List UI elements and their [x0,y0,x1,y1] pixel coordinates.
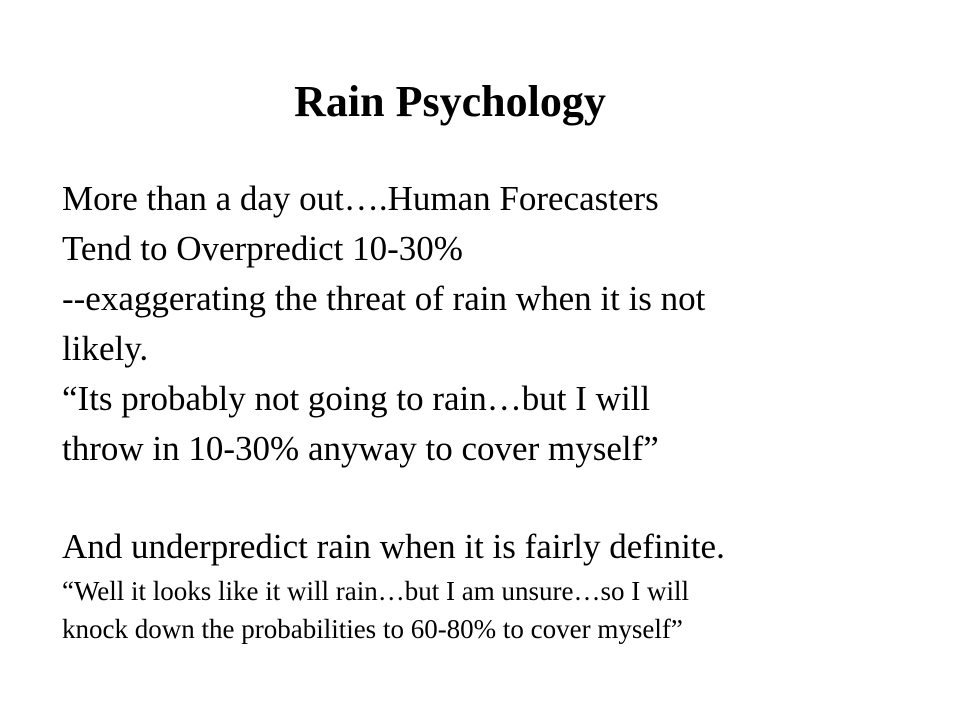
slide-body [62,174,942,648]
quote-line-2: knock down the probabilities to 60-80% to cover myself” [62,614,683,644]
body-line-1: More than a day out….Human Forecasters [62,179,659,218]
quote-line-1: “Well it looks like it will rain…but I am unsure…so I will [62,576,689,606]
body-line-5: “Its probably not going to rain…but I will [62,379,651,418]
paragraph-gap [62,474,942,522]
body-line-4: likely. [62,329,149,368]
underpredict-heading: And underpredict rain when it is fairly definite. [62,527,725,566]
body-line-6: throw in 10-30% anyway to cover myself” [62,429,659,468]
body-line-3: --exaggerating the threat of rain when it is not [62,279,706,318]
slide-title: Rain Psychology [294,77,606,126]
body-line-2: Tend to Overpredict 10-30% [62,229,463,268]
